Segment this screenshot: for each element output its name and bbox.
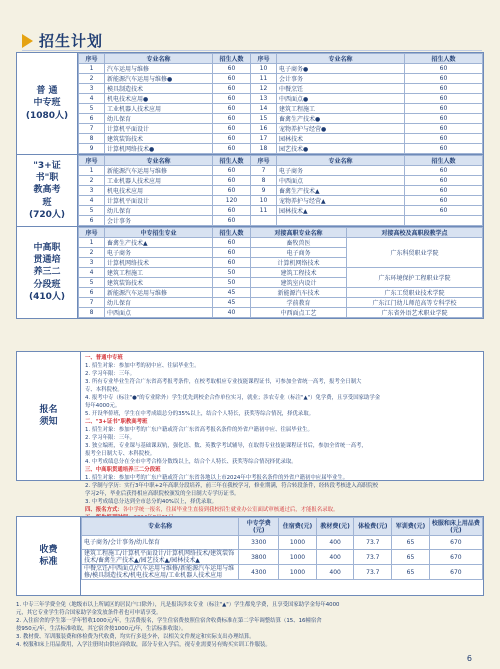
table-cell: 60: [213, 114, 251, 124]
table-cell: 中西面点: [277, 176, 405, 186]
table-cell: 新能源汽车运用与维修●: [105, 74, 213, 84]
footnote-line: 按950元/年，生活标准收取，其它宿舍按1000元/年，生活标准收取）。: [16, 626, 187, 632]
table-row: [79, 74, 483, 84]
notes-line: 3. 独立编班，专业课与基础课双轨，强化语、数、英教学考试辅导，在取得专业技能课程证书后，参加全省统一高考，: [85, 443, 367, 449]
table-cell: 建筑室内设计: [251, 278, 347, 288]
fees-label: 收费 标准: [17, 517, 81, 595]
table-cell: 60: [405, 94, 483, 104]
column-header: 招生人数: [213, 54, 251, 64]
enrollment-plan-table: [16, 52, 484, 319]
school-cell: 广东环境保护工程职业学院: [347, 268, 483, 288]
table-cell: 3: [79, 186, 105, 196]
table-cell: 60: [213, 216, 251, 226]
table-row: [79, 298, 483, 308]
table-cell: 73.7: [354, 550, 392, 565]
table-cell: 幼儿保育: [105, 206, 213, 216]
table-cell: 幼儿保育: [105, 298, 213, 308]
notes-heading: 四、报名方式：: [85, 507, 123, 513]
table-cell: 8: [251, 176, 277, 186]
table-cell: 65: [392, 550, 430, 565]
table-cell: 学前教育: [251, 298, 347, 308]
column-header: 招生人数: [405, 156, 483, 166]
table-cell: 10: [251, 64, 277, 74]
table-row: [79, 238, 483, 248]
table-cell: 3300: [239, 536, 279, 550]
notes-line: 各中学统一报名，往届毕业生直接到我校招生就业办公室面试审核通过后，才能报名录取。: [122, 507, 339, 513]
table-cell: 1: [79, 64, 105, 74]
table-cell: 园林技术: [277, 134, 405, 144]
footnote-line: 1. 中专三年学费全免（地级市以上所属区的居民户口除外），凡是报读涉农专业（标注"▲"）学生都免学费，且享受国家助学金每年4000: [16, 602, 340, 608]
table-cell: 电子商务/会计事务/幼儿保育: [82, 536, 239, 550]
column-header: 校服和床上用品费(元): [429, 518, 482, 536]
table-cell: 15: [251, 114, 277, 124]
table-cell: 11: [251, 206, 277, 216]
table-row: [82, 565, 483, 580]
school-cell: 广东工贸职业技术学院: [347, 288, 483, 298]
table-cell: 7: [79, 298, 105, 308]
table-cell: 5: [79, 104, 105, 114]
notes-line: 4. 中考成绩总分在全市中考合格分数线以上，结合个人特长、获奖等综合情况择优录取。: [85, 459, 297, 465]
table-cell: 计算机平面设计: [105, 124, 213, 134]
table-row: [79, 84, 483, 94]
table-cell: 670: [429, 565, 482, 580]
table-cell: 建筑装饰技术: [105, 278, 213, 288]
notes-line: 3. 所有专业毕业生符合广东省高考报考条件，在校考取相应专业技能课程证书，可参加全省统一高考，报考全日制大: [85, 379, 362, 385]
column-header: 序号: [79, 228, 105, 238]
fee-footnotes: [16, 601, 484, 649]
table-cell: 18: [251, 144, 277, 154]
table-cell: 中西面点工艺: [251, 308, 347, 318]
notes-line: 每年4000元。: [85, 403, 121, 409]
notes-heading: 二、"3+证书"职教高考班: [85, 419, 148, 425]
table-cell: 60: [213, 238, 251, 248]
column-header: 专业名称: [105, 156, 213, 166]
table-cell: 45: [213, 288, 251, 298]
table-cell: 65: [392, 536, 430, 550]
table-cell: 13: [251, 94, 277, 104]
table-cell: 9: [251, 186, 277, 196]
notes-line: 1. 招生对象：参加中考的广东户籍或符合广东省各地以上市2024年中考报名条件的外省户籍初中应届毕业生。: [85, 475, 349, 481]
table-row: [79, 64, 483, 74]
table-cell: 11: [251, 74, 277, 84]
table-cell: 60: [405, 124, 483, 134]
table-cell: 中西面点●: [277, 94, 405, 104]
notes-line: 3. 中考成绩总分达到全市总分的40%以上，择优录取。: [85, 499, 218, 505]
table-cell: 60: [405, 114, 483, 124]
table-cell: 60: [405, 104, 483, 114]
notes-line: 学习2年，毕业后获得相应高职院校颁发的全日制大专学历证书。: [85, 491, 240, 497]
table-row: [79, 94, 483, 104]
page-number: 6: [466, 654, 472, 663]
table-cell: 60: [213, 74, 251, 84]
table-cell: 1000: [279, 550, 317, 565]
table-cell: 7: [79, 124, 105, 134]
table-cell: 60: [213, 186, 251, 196]
table-cell: 670: [429, 536, 482, 550]
table-cell: 50: [213, 278, 251, 288]
table-cell: 60: [405, 134, 483, 144]
table-row: [79, 166, 483, 176]
table-cell: 60: [405, 206, 483, 216]
table-cell: 中西面点: [105, 308, 213, 318]
table-cell: 3: [79, 258, 105, 268]
page-title: 招生计划: [39, 32, 104, 50]
table-cell: 工业机器人技术应用: [105, 104, 213, 114]
table-cell: 60: [213, 134, 251, 144]
table-row: [79, 196, 483, 206]
table-cell: 中餐烹饪: [277, 84, 405, 94]
cert-table: [78, 155, 483, 226]
table-cell: 会计事务: [105, 216, 213, 226]
table-cell: 建筑工程施工: [105, 268, 213, 278]
table-cell: 计算机网络技术: [105, 258, 213, 268]
column-header: 招生人数: [405, 54, 483, 64]
table-cell: 60: [213, 166, 251, 176]
table-cell: 14: [251, 104, 277, 114]
table-cell: 60: [213, 84, 251, 94]
cert-section: [17, 155, 483, 227]
notes-line: 5. 开设华侨班，学生在中考成绩总分的35%以上，结合个人特长，获奖等综合情况，择优录取。: [85, 411, 315, 417]
notes-line: 报考全日制大专、本科院校。: [85, 451, 156, 457]
notes-line: 2. 学习年限：三年。: [85, 435, 135, 441]
table-cell: 中餐烹饪/中西面点/汽车运用与维修/新能源汽车运用与维修/模具制造技术/机电技术应用/工业机器人技术应用: [82, 565, 239, 580]
table-cell: 60: [213, 258, 251, 268]
column-header: 教材费(元): [316, 518, 354, 536]
school-cell: 广东省外语艺术职业学院: [347, 308, 483, 318]
table-cell: 电子商务●: [277, 64, 405, 74]
table-cell: 60: [213, 248, 251, 258]
notes-line: 2. 学制与学历：实行3年中职+2年高职分段培养，前三年在我校学习，修业期满，符合转段条件，经转段考核进入高职院校: [85, 483, 379, 489]
fee-standard: [16, 516, 484, 596]
footnote-line: 2. 入住宿舍的学生第一学年暂收1000元/年，生活费报名，学生住宿费按照住宿舍收费标准在第二学年调整结算（15、16幢宿舍: [16, 618, 322, 624]
table-cell: 60: [405, 196, 483, 206]
higher-section: [17, 227, 483, 318]
column-header: 序号: [251, 156, 277, 166]
footnote-line: 元，其它专业学生符合国家助学金发放条件者也可申请享受。: [16, 610, 162, 616]
page-header: [22, 30, 103, 51]
table-cell: 60: [405, 186, 483, 196]
table-cell: 宠物养护与经营●: [277, 124, 405, 134]
table-cell: 建筑装饰技术: [105, 134, 213, 144]
notes-line: 4. 报考中专（标注"●"的专业除外）学生优先到校企合作单位实习，就业；涉农专业（标注"▲"）免学费，且享受国家助学金: [85, 395, 381, 401]
table-cell: 60: [213, 104, 251, 114]
notes-label: 报名 须知: [17, 352, 81, 480]
table-cell: 60: [405, 144, 483, 154]
table-cell: 16: [251, 124, 277, 134]
higher-table: [78, 227, 483, 318]
table-cell: 1000: [279, 565, 317, 580]
table-cell: 宠物养护与经营▲: [277, 196, 405, 206]
notes-line: 2. 学习年限：三年。: [85, 371, 135, 377]
table-cell: 60: [405, 84, 483, 94]
column-header: 序号: [79, 54, 105, 64]
table-cell: [405, 216, 483, 226]
table-row: [82, 550, 483, 565]
column-header: 中专学费(元): [239, 518, 279, 536]
column-header: 中专招生专业: [105, 228, 213, 238]
table-cell: 60: [213, 124, 251, 134]
table-cell: 8: [79, 134, 105, 144]
column-header: 专业名称: [277, 156, 405, 166]
table-cell: 4: [79, 94, 105, 104]
table-cell: 60: [405, 166, 483, 176]
table-cell: 新能源汽车技术: [251, 288, 347, 298]
column-header: 专业名称: [277, 54, 405, 64]
table-cell: 45: [213, 298, 251, 308]
table-cell: 7: [251, 166, 277, 176]
column-header: 招生人数: [213, 156, 251, 166]
table-cell: 60: [405, 176, 483, 186]
table-cell: 8: [79, 308, 105, 318]
table-cell: 60: [213, 64, 251, 74]
table-cell: 12: [251, 84, 277, 94]
cert-label: "3+证 书"职 教高考 班 (720人): [17, 155, 78, 226]
column-header: 体检费(元): [354, 518, 392, 536]
table-cell: 6: [79, 114, 105, 124]
table-cell: 新能源汽车运用与维修: [105, 166, 213, 176]
table-row: [79, 134, 483, 144]
school-cell: 广东江门幼儿师范高等专科学校: [347, 298, 483, 308]
table-cell: 1: [79, 238, 105, 248]
table-cell: 计算机网络技术: [251, 258, 347, 268]
table-cell: 1000: [279, 536, 317, 550]
table-cell: 120: [213, 196, 251, 206]
table-cell: 工业机器人技术应用: [105, 176, 213, 186]
table-row: [79, 104, 483, 114]
table-cell: 2: [79, 176, 105, 186]
table-cell: 机电技术应用: [105, 186, 213, 196]
table-cell: 6: [79, 216, 105, 226]
table-cell: 畜牧兽医: [251, 238, 347, 248]
notes-body: [81, 352, 483, 513]
table-cell: 幼儿保育: [105, 114, 213, 124]
table-cell: 73.7: [354, 536, 392, 550]
column-header: 对接高校及高职段教学点: [347, 228, 483, 238]
table-cell: 1: [79, 166, 105, 176]
table-cell: 6: [79, 288, 105, 298]
table-cell: 73.7: [354, 565, 392, 580]
table-cell: 400: [316, 536, 354, 550]
table-cell: 10: [251, 196, 277, 206]
table-row: [79, 288, 483, 298]
table-cell: 400: [316, 550, 354, 565]
table-cell: 园艺技术●: [277, 144, 405, 154]
table-row: [79, 124, 483, 134]
table-row: [79, 216, 483, 226]
table-cell: 机电技术应用●: [105, 94, 213, 104]
table-cell: 60: [213, 94, 251, 104]
table-cell: 园林技术▲: [277, 206, 405, 216]
table-cell: 新能源汽车运用与维修: [105, 288, 213, 298]
school-cell: 广东科贸职业学院: [347, 238, 483, 268]
ordinary-label: 普 通 中专班 (1080人): [17, 53, 78, 154]
table-cell: 建筑工程技术: [251, 268, 347, 278]
notes-line: 专、本科院校。: [85, 387, 123, 393]
header-divider: [22, 50, 482, 51]
registration-notes: [16, 351, 484, 513]
table-cell: 建筑工程施工/计算机平面设计/计算机网络技术/建筑装饰技术/畜禽生产技术▲/园艺技术▲/园林技术▲: [82, 550, 239, 565]
column-header: 序号: [251, 54, 277, 64]
column-header: 序号: [79, 156, 105, 166]
table-row: [79, 268, 483, 278]
table-cell: 9: [79, 144, 105, 154]
table-cell: 60: [405, 64, 483, 74]
column-header: 住宿费(元): [279, 518, 317, 536]
column-header: 招生人数: [213, 228, 251, 238]
table-cell: 会计事务: [277, 74, 405, 84]
table-cell: 电子商务: [277, 166, 405, 176]
table-cell: 4: [79, 196, 105, 206]
table-cell: 畜禽生产技术▲: [277, 186, 405, 196]
table-cell: 670: [429, 550, 482, 565]
table-cell: 5: [79, 278, 105, 288]
higher-label: 中高职 贯通培 养三二 分段班 (410人): [17, 227, 78, 318]
table-cell: 模具制造技术: [105, 84, 213, 94]
table-cell: 17: [251, 134, 277, 144]
table-cell: 3800: [239, 550, 279, 565]
table-row: [79, 144, 483, 154]
table-cell: 电子商务: [105, 248, 213, 258]
table-row: [79, 308, 483, 318]
column-header: 专业名称: [105, 54, 213, 64]
table-cell: 计算机网络技术●: [105, 144, 213, 154]
table-cell: 4300: [239, 565, 279, 580]
notes-heading: 三、中高职贯通培养三二分段班: [85, 467, 161, 473]
table-cell: 建筑工程施工: [277, 104, 405, 114]
table-row: [79, 206, 483, 216]
column-header: 专业名称: [82, 518, 239, 536]
table-cell: 4: [79, 268, 105, 278]
table-cell: 50: [213, 268, 251, 278]
table-cell: 畜禽生产技术●: [277, 114, 405, 124]
notes-line: 1. 招生对象：参加中考的广东户籍或符合广东省高考报名条件的外省户籍初中应、往届毕业生。: [85, 427, 313, 433]
table-row: [82, 536, 483, 550]
table-cell: 60: [213, 176, 251, 186]
table-cell: [251, 216, 277, 226]
footnote-line: 4. 校服和床上用品费用，入学注册时由供应商收取，部分专业入学后，视专业需要另有购买实训工作服装。: [16, 642, 271, 648]
table-cell: 5: [79, 206, 105, 216]
arrow-icon: [22, 34, 33, 48]
table-cell: 畜禽生产技术▲: [105, 238, 213, 248]
table-cell: 65: [392, 565, 430, 580]
table-row: [79, 186, 483, 196]
table-row: [79, 176, 483, 186]
ordinary-table: [78, 53, 483, 154]
table-cell: 电子商务: [251, 248, 347, 258]
table-cell: 400: [316, 565, 354, 580]
notes-line: 1. 招生对象：参加中考的初中应、往届毕业生。: [85, 363, 200, 369]
table-cell: 2: [79, 74, 105, 84]
table-row: [79, 114, 483, 124]
table-cell: 60: [213, 206, 251, 216]
ordinary-section: [17, 53, 483, 155]
table-cell: 2: [79, 248, 105, 258]
table-cell: 40: [213, 308, 251, 318]
column-header: 对接高职专业名称: [251, 228, 347, 238]
table-cell: [277, 216, 405, 226]
table-cell: 60: [213, 144, 251, 154]
footnote-line: 3. 教材费、军训服装费和体检费为代收费，均实行多退少补，以相关文件规定和实际支出办理结算。: [16, 634, 255, 640]
notes-heading: 一、普通中专班: [85, 355, 123, 361]
table-cell: 3: [79, 84, 105, 94]
table-cell: 计算机平面设计: [105, 196, 213, 206]
table-cell: 汽车运用与维修: [105, 64, 213, 74]
table-cell: 60: [405, 74, 483, 84]
column-header: 军训费(元): [392, 518, 430, 536]
fee-table: [81, 517, 483, 580]
